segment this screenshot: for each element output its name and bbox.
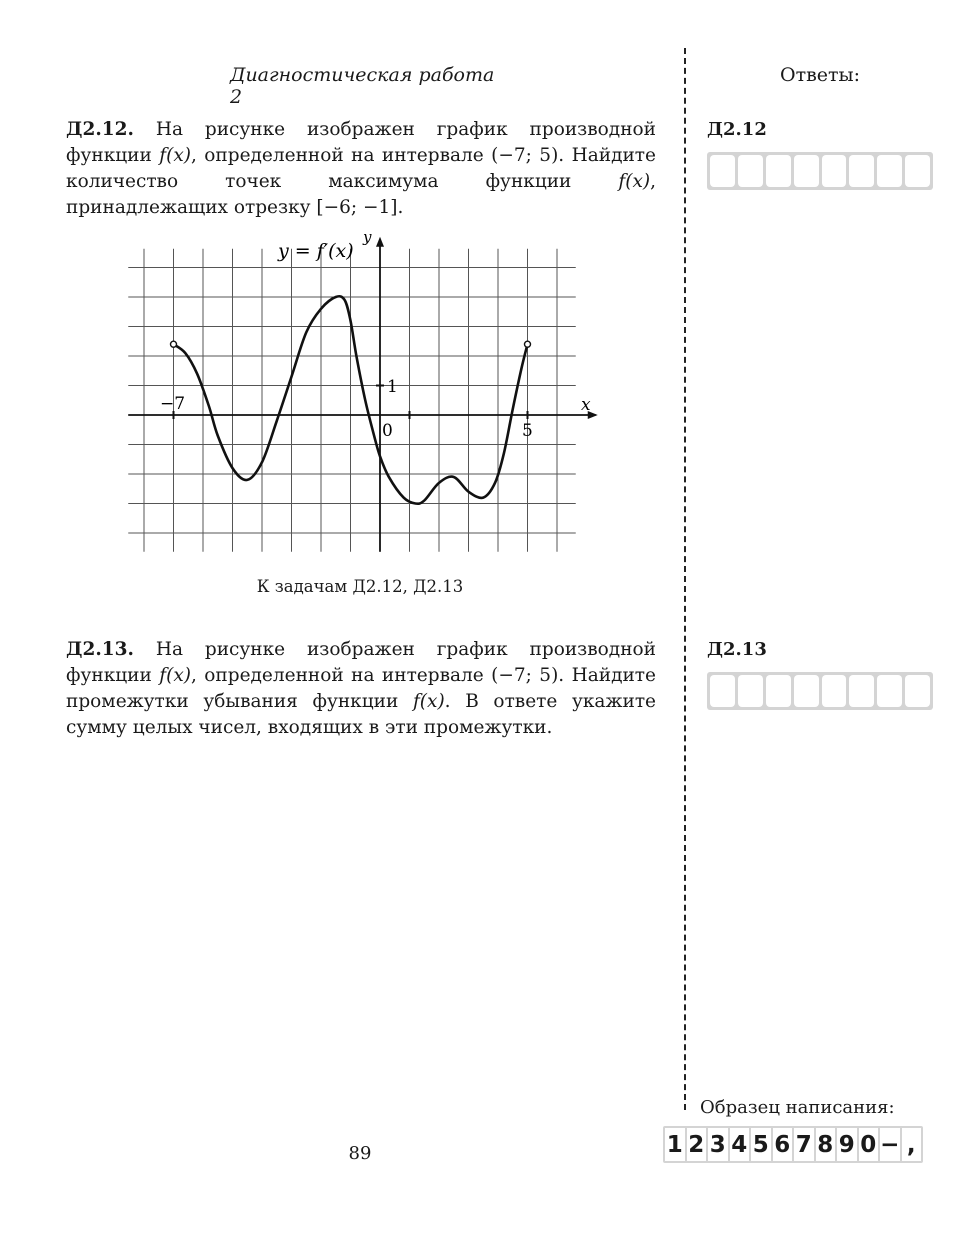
answer-cell[interactable] (794, 155, 819, 187)
function-notation: f(x) (159, 145, 191, 166)
problem-d2-13 (66, 637, 656, 741)
answer-field-d2-13[interactable] (707, 672, 933, 710)
sample-glyph: 8 (816, 1128, 836, 1161)
answer-label-d2-12: Д2.12 (707, 119, 767, 140)
answer-cell[interactable] (849, 155, 874, 187)
figure-caption: К задачам Д2.12, Д2.13 (256, 577, 464, 596)
page-number: 89 (348, 1143, 372, 1164)
problem-d2-12 (66, 117, 656, 221)
answer-cell[interactable] (794, 675, 819, 707)
problem-text: На рисунке изображен график производной функции (66, 119, 656, 166)
answer-cell[interactable] (738, 155, 763, 187)
answer-cell[interactable] (710, 675, 735, 707)
tick-label-minus-seven: −7 (160, 394, 186, 414)
sample-glyph: 6 (773, 1128, 793, 1161)
function-notation: f(x) (159, 665, 191, 686)
y-axis-label: y (363, 228, 372, 246)
problem-id: Д2.13. (66, 639, 134, 660)
function-notation: f(x) (618, 171, 651, 192)
tick-label-zero: 0 (382, 421, 393, 441)
sample-glyph: − (880, 1128, 900, 1161)
function-notation: f(x) (412, 691, 445, 712)
sample-glyph: 5 (751, 1128, 771, 1161)
sample-glyph: 3 (708, 1128, 728, 1161)
answer-label-d2-13: Д2.13 (707, 639, 767, 660)
x-axis-label: x (581, 395, 591, 415)
answer-cell[interactable] (822, 155, 847, 187)
answers-column-title: Ответы: (780, 64, 861, 86)
answer-cell[interactable] (905, 155, 930, 187)
answer-cell[interactable] (822, 675, 847, 707)
graph-title: y = f′(x) (278, 240, 354, 262)
sample-glyph: 7 (794, 1128, 814, 1161)
graph-grid (128, 249, 576, 552)
answer-cell[interactable] (766, 155, 791, 187)
page-header-title: Диагностическая работа 2 (230, 64, 495, 108)
tick-label-one: 1 (387, 377, 398, 397)
answer-field-d2-12[interactable] (707, 152, 933, 190)
sample-glyph: , (902, 1128, 922, 1161)
sample-glyph: 1 (665, 1128, 685, 1161)
answer-cell[interactable] (905, 675, 930, 707)
derivative-graph (120, 228, 600, 553)
sample-glyph: 9 (837, 1128, 857, 1161)
open-endpoint-right (525, 341, 531, 347)
problem-text: . В ответе укажите сумму целых чисел, входящих в эти промежутки. (66, 691, 656, 738)
answer-cell[interactable] (710, 155, 735, 187)
tick-label-five: 5 (522, 421, 533, 441)
problem-text: , принадлежащих отрезку [−6; −1]. (66, 171, 656, 218)
y-axis-arrow (376, 237, 384, 247)
answer-cell[interactable] (738, 675, 763, 707)
answer-cell[interactable] (849, 675, 874, 707)
sample-writing-row (663, 1126, 923, 1163)
answer-cell[interactable] (877, 675, 902, 707)
sample-glyph: 0 (859, 1128, 879, 1161)
answer-cell[interactable] (766, 675, 791, 707)
problem-text: , определенной на интервале (−7; 5). Найдите количество точек максимума функции (66, 145, 656, 192)
open-endpoint-left (171, 341, 177, 347)
dashed-divider (684, 48, 686, 1110)
sample-writing-label: Образец написания: (700, 1097, 895, 1118)
sample-glyph: 4 (730, 1128, 750, 1161)
answer-cell[interactable] (877, 155, 902, 187)
problem-id: Д2.12. (66, 119, 134, 140)
problem-text: , определенной на интервале (−7; 5). Найдите промежутки убывания функции (66, 665, 656, 712)
problem-text: На рисунке изображен график производной функции (66, 639, 656, 686)
sample-glyph: 2 (687, 1128, 707, 1161)
